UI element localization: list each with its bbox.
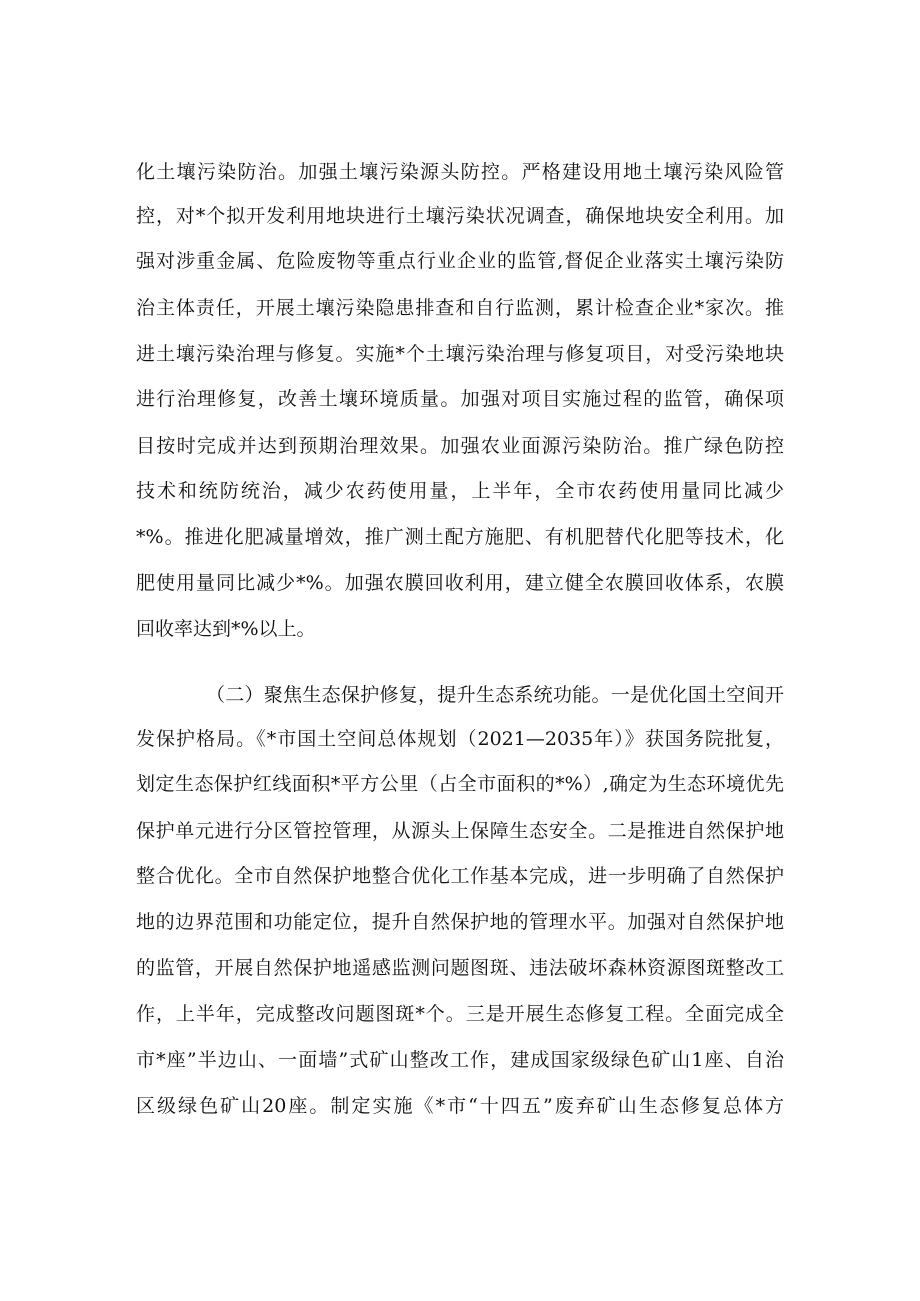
text-line: （二）聚焦生态保护修复，提升生态系统功能。一是优化国土空间开 xyxy=(206,684,784,706)
text-line: *%。推进化肥减量增效，推广测土配方施肥、有机肥替代化肥等技术，化 xyxy=(136,526,784,548)
text-line: 划定生态保护红线面积*平方公里（占全市面积的*%）,确定为生态环境优先 xyxy=(136,773,784,795)
text-line: 目按时完成并达到预期治理效果。加强农业面源污染防治。推广绿色防控 xyxy=(136,435,784,457)
text-line: 回收率达到*%以上。 xyxy=(136,618,316,640)
text-line: 区级绿色矿山20座。制定实施《*市“十四五”废弃矿山生态修复总体方 xyxy=(136,1095,784,1117)
text-line: 发保护格局。《*市国土空间总体规划（2021—2035年）》获国务院批复， xyxy=(136,728,784,750)
text-line: 市*座”半边山、一面墙”式矿山整改工作，建成国家级绿色矿山1座、自治 xyxy=(136,1049,784,1071)
text-line: 的监管，开展自然保护地遥感监测问题图斑、违法破坏森林资源图斑整改工 xyxy=(136,957,784,979)
text-line: 整合优化。全市自然保护地整合优化工作基本完成，进一步明确了自然保护 xyxy=(136,865,784,887)
text-line: 化土壤污染防治。加强土壤污染源头防控。严格建设用地土壤污染风险管 xyxy=(136,161,784,183)
text-line: 保护单元进行分区管控管理，从源头上保障生态安全。二是推进自然保护地 xyxy=(136,820,784,842)
text-line: 技术和统防统治，减少农药使用量，上半年，全市农药使用量同比减少 xyxy=(136,480,784,502)
text-line: 进行治理修复，改善土壤环境质量。加强对项目实施过程的监管，确保项 xyxy=(136,388,784,410)
text-line: 治主体责任，开展土壤污染隐患排查和自行监测，累计检查企业*家次。推 xyxy=(136,297,784,319)
text-line: 地的边界范围和功能定位，提升自然保护地的管理水平。加强对自然保护地 xyxy=(136,911,784,933)
text-line: 进土壤污染治理与修复。实施*个土壤污染治理与修复项目，对受污染地块 xyxy=(136,343,784,365)
text-line: 作，上半年，完成整改问题图斑*个。三是开展生态修复工程。全面完成全 xyxy=(136,1003,784,1025)
text-line: 强对涉重金属、危险废物等重点行业企业的监管,督促企业落实土壤污染防 xyxy=(136,250,784,272)
text-line: 控，对*个拟开发利用地块进行土壤污染状况调查，确保地块安全利用。加 xyxy=(136,205,784,227)
text-line: 肥使用量同比减少*%。加强农膜回收利用，建立健全农膜回收体系，农膜 xyxy=(136,572,784,594)
